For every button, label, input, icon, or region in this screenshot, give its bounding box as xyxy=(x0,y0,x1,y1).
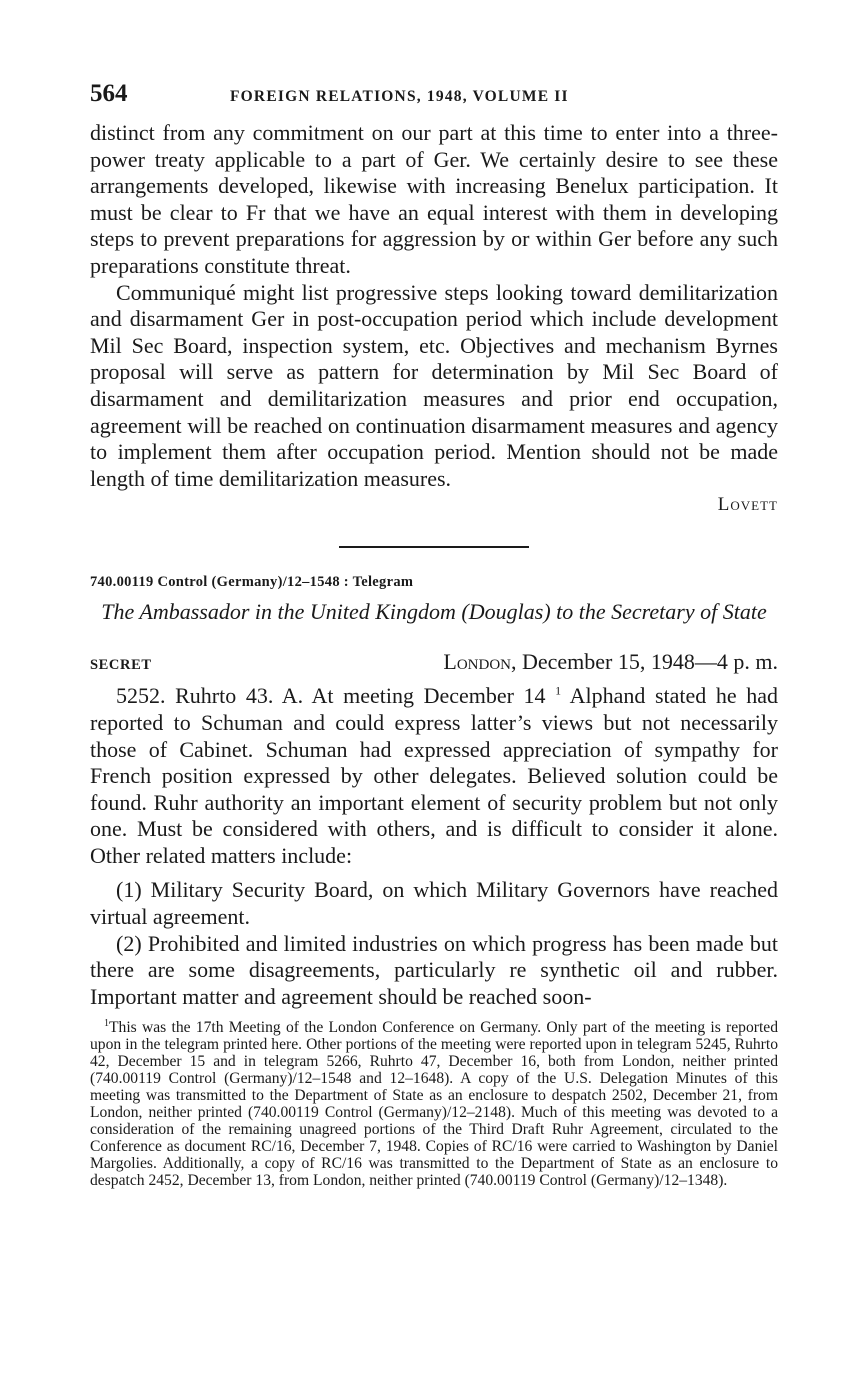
running-title: FOREIGN RELATIONS, 1948, VOLUME II xyxy=(230,88,569,105)
document-page xyxy=(90,80,778,1370)
footnote-reference: 1 xyxy=(555,683,562,698)
footnote-marker: 1 xyxy=(104,1018,109,1030)
telegram-paragraph-rest: Alphand stated he had reported to Schuman and could express latter’s views but not necessarily those of Cabinet. Schuman had expressed appreciation of sympathy for French position expressed by other delegates. Believed solution could be found. Ruhr authority an important element of security problem but not only one. Must be considered with others, and is difficult to consider it alone. Other related matters include: xyxy=(90,683,779,868)
list-item-1: (1) Military Security Board, on which Military Governors have reached virtual agreement. xyxy=(90,877,778,930)
dateline-place: London, xyxy=(443,649,517,675)
list-item-2: (2) Prohibited and limited industries on which progress has been made but there are some disagreements, particularly re synthetic oil and rubber. Important matter and agreement should be reached soon- xyxy=(90,930,778,1009)
footnote-text: This was the 17th Meeting of the London Conference on Germany. Only part of the meeting is reported upon in the telegram printed here. Other portions of the meeting were reported upon in telegram 5245, Ruhrto 42, December 15 and in telegram 5266, Ruhrto 47, December 16, both from London, neither printed (740.00119 Control (Germany)/12–1548 and 12–1648). A copy of the U.S. Delegation Minutes of this meeting was transmitted to the Department of State as an enclosure to despatch 2502, December 21, from London, neither printed (740.00119 Control (Germany)/12–2148). Much of this meeting was devoted to a consideration of the remaining unagreed portions of the Third Draft Ruhr Agreement, circulated to the Conference as document RC/16, December 7, 1948. Copies of RC/16 were carried to Washington by Daniel Margolies. Additionally, a copy of RC/16 was transmitted to the Department of State as an enclosure to despatch 2452, December 13, from London, neither printed (740.00119 Control (Germany)/12–1348). xyxy=(90,1019,778,1189)
running-header xyxy=(90,80,778,120)
signature: Lovett xyxy=(717,494,778,516)
classification-label: SECRET xyxy=(90,657,152,674)
paragraph-communique: Communiqué might list progressive steps looking toward demilitarization and disarmament Ger in post-occupation period which include development Mil Sec Board, inspection system, etc. Objectives and mechanism Byrnes proposal will serve as pattern for determination by Mil Sec Board of disarmament and demilitarization measures and prior end occupation, agreement will be reached on continuation disarmament measures and agency to implement them after occupation period. Mention should not be made length of time demilitarization measures. xyxy=(90,279,778,491)
telegram-lead: 5252. Ruhrto 43. A. At meeting December 14 xyxy=(116,683,546,709)
telegram-body xyxy=(90,683,778,1010)
paragraph-continued: distinct from any commitment on our part at this time to enter into a three-power treaty applicable to a part of Ger. We certainly desire to see these arrangements developed, likewise with increasing Benelux participation. It must be clear to Fr that we have an equal interest with them in developing steps to prevent preparations for aggression by or within Ger before any such preparations constitute threat. xyxy=(90,120,778,278)
section-divider xyxy=(339,546,529,548)
dateline xyxy=(443,649,778,675)
file-reference: 740.00119 Control (Germany)/12–1548 : Telegram xyxy=(90,574,414,591)
telegram-paragraph xyxy=(90,683,778,869)
page-number: 564 xyxy=(90,80,128,107)
footnote xyxy=(90,1020,778,1189)
continued-text xyxy=(90,120,778,492)
dateline-row xyxy=(90,649,778,683)
dateline-date: December 15, 1948—4 p. m. xyxy=(522,649,778,675)
document-heading: The Ambassador in the United Kingdom (Douglas) to the Secretary of State xyxy=(101,599,767,625)
